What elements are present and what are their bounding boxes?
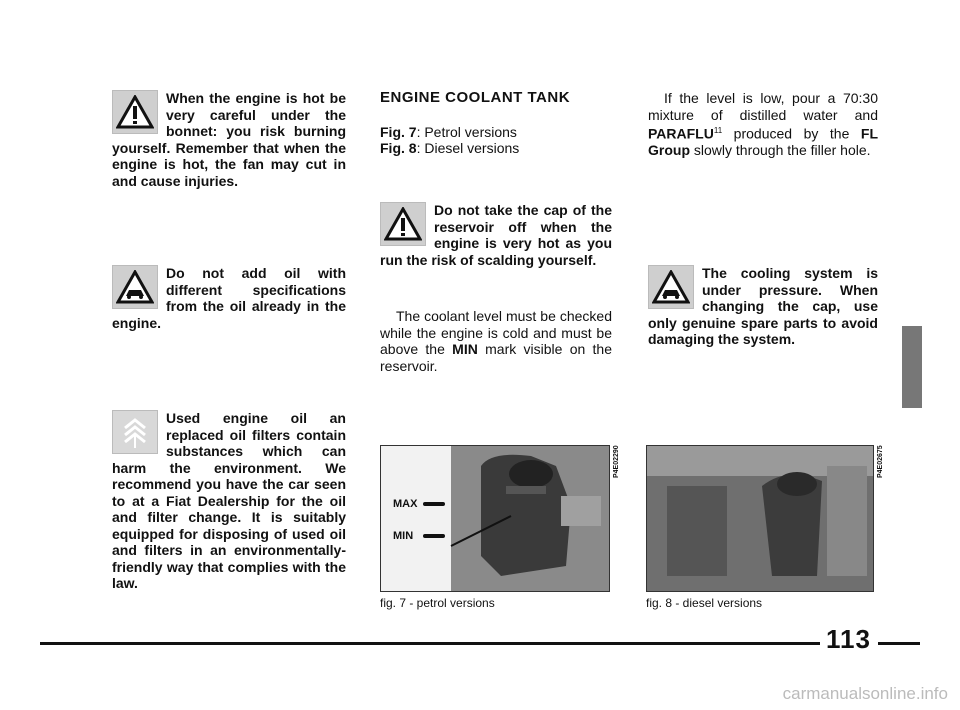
footer-rule-left [40, 642, 820, 645]
column-1 [112, 90, 346, 189]
figure-7-caption: fig. 7 - petrol versions [380, 596, 495, 610]
min-label: MIN [393, 530, 414, 542]
warning-oil-spec: Do not add oil with different specifications from the oil already in the engine. [112, 265, 346, 331]
column-3-text: If the level is low, pour a 70:30 mixture of distilled water and PARAFLU$^{11}$ produced by the FL Group slowly through the filler hole. [648, 90, 878, 159]
page-number: 113 [826, 624, 871, 654]
section-heading: ENGINE COOLANT TANK [380, 89, 571, 106]
warning-triangle-icon [112, 90, 158, 134]
figure-8-image [646, 445, 874, 592]
watermark: carmanualsonline.info [782, 684, 948, 703]
environment-tree-icon [112, 410, 158, 454]
figure-7-code: P4E02290 [613, 445, 620, 478]
warning-triangle-icon [380, 202, 426, 246]
max-label: MAX [393, 498, 418, 510]
min-marker [423, 534, 445, 538]
car-warning-icon [112, 265, 158, 309]
max-marker [423, 502, 445, 506]
warning-cap-hot: Do not take the cap of the reservoir off when the engine is very hot as you run the risk of scalding yourself. [380, 202, 612, 268]
car-warning-icon [648, 265, 694, 309]
column-2 [380, 90, 612, 157]
figure-refs: Fig. 7: Petrol versions Fig. 8: Diesel versions [380, 123, 520, 156]
figure-7-image [380, 445, 610, 592]
figure-8-code: P4E02675 [877, 445, 884, 478]
warning-pressure: The cooling system is under pressure. When changing the cap, use only genuine spare parts to avoid damaging the system. [648, 265, 878, 347]
footer-rule-right [878, 642, 920, 645]
chapter-tab [902, 326, 922, 408]
environment-note: Used engine oil an replaced oil filters contain substances which can harm the environment. We recommend you have the car seen to at a Fiat Dealership for the oil and filter change. It is suitably equipped for disposing of used oil and filters in an environmentally-friendly way that complies with the law. [112, 410, 346, 591]
figure-8-caption: fig. 8 - diesel versions [646, 596, 763, 610]
coolant-level-text: The coolant level must be checked while the engine is cold and must be above the MIN mark visible on the reservoir. [380, 308, 613, 374]
warning-hot-engine: When the engine is hot be very careful under the bonnet: you risk burning yourself. Remember that when the engine is hot, the fan may cut in and cause injuries. [112, 90, 347, 189]
